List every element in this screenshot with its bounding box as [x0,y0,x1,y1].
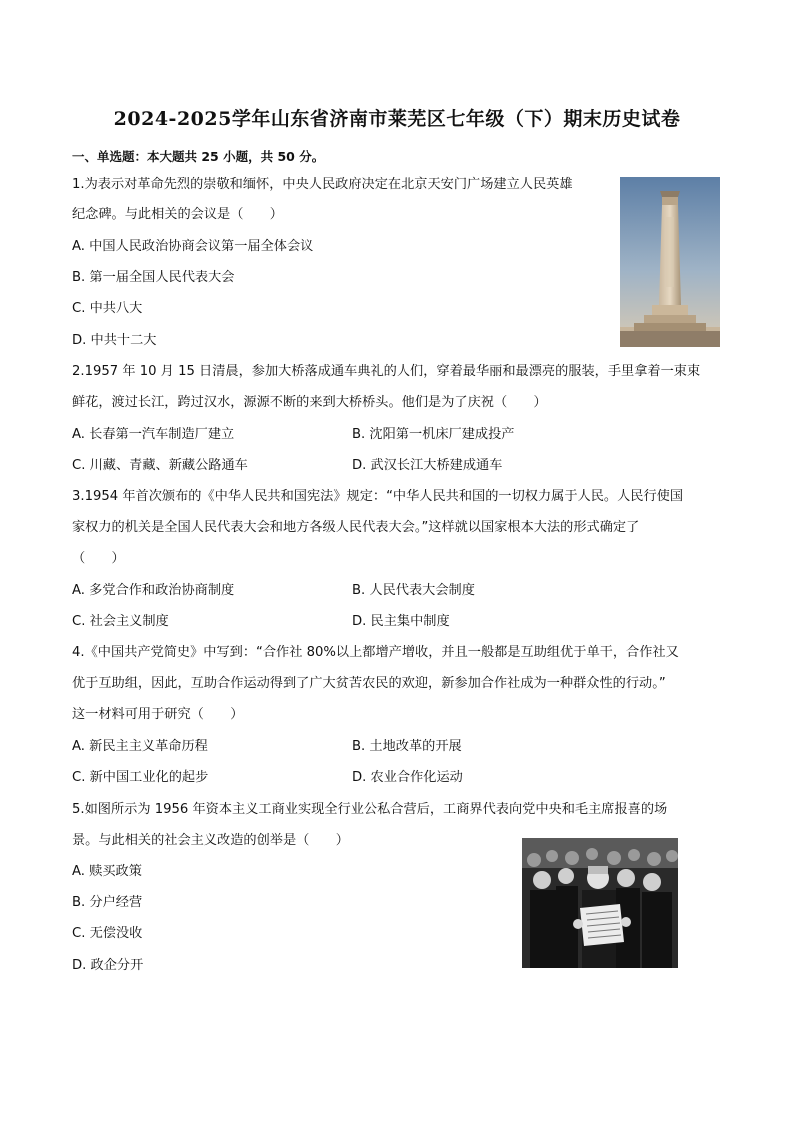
q1-option-c: C. 中共八大 [72,301,143,316]
q5-option-b: B. 分户经营 [72,895,143,910]
q5-option-c: C. 无偿没收 [72,926,143,941]
q3-stem-line1: 3.1954 年首次颁布的《中华人民共和国宪法》规定：“中华人民共和国的一切权力属于人民。人民行使国 [72,489,684,504]
q1-stem-line1: 1.为表示对革命先烈的崇敬和缅怀，中央人民政府决定在北京天安门广场建立人民英雄 [72,177,573,192]
section-heading: 一、单选题：本大题共 25 小题，共 50 分。 [72,149,325,164]
q2-option-d: D. 武汉长江大桥建成通车 [352,458,503,473]
q3-option-a: A. 多党合作和政治协商制度 [72,583,235,598]
q4-option-c: C. 新中国工业化的起步 [72,770,209,785]
q4-stem-line2: 优于互助组，因此，互助合作运动得到了广大贫苦农民的欢迎，新参加合作社成为一种群众性的行动。” [72,676,666,691]
q4-stem-line3: 这一材料可用于研究（ ） [72,707,244,722]
q3-stem-line2: 家权力的机关是全国人民代表大会和地方各级人民代表大会。”这样就以国家根本大法的形式确定了 [72,520,640,535]
q2-option-c: C. 川藏、青藏、新藏公路通车 [72,458,248,473]
q5-option-d: D. 政企分开 [72,958,144,973]
q3-option-b: B. 人民代表大会制度 [352,583,475,598]
q3-option-c: C. 社会主义制度 [72,614,169,629]
q4-option-a: A. 新民主主义革命历程 [72,739,208,754]
page-title: 2024-2025学年山东省济南市莱芜区七年级（下）期末历史试卷 [113,108,681,130]
q4-option-b: B. 土地改革的开展 [352,739,462,754]
q1-option-a: A. 中国人民政治协商会议第一届全体会议 [72,239,314,254]
q1-option-d: D. 中共十二大 [72,333,157,348]
monument-photo [620,177,720,347]
q1-stem-line2: 纪念碑。与此相关的会议是（ ） [72,207,283,222]
q2-option-a: A. 长春第一汽车制造厂建立 [72,427,235,442]
q3-option-d: D. 民主集中制度 [352,614,450,629]
celebration-photo [522,838,678,968]
q3-stem-line3: （ ） [72,551,125,566]
q2-option-b: B. 沈阳第一机床厂建成投产 [352,427,515,442]
q4-stem-line1: 4.《中国共产党简史》中写到：“合作社 80%以上都增产增收，并且一般都是互助组优于单干，合作社又 [72,645,679,660]
q5-stem-line1: 5.如图所示为 1956 年资本主义工商业实现全行业公私合营后，工商界代表向党中央和毛主席报喜的场 [72,802,668,817]
q1-option-b: B. 第一届全国人民代表大会 [72,270,235,285]
q2-stem-line2: 鲜花，渡过长江，跨过汉水，源源不断的来到大桥桥头。他们是为了庆祝（ ） [72,395,547,410]
q5-stem-line2: 景。与此相关的社会主义改造的创举是（ ） [72,833,349,848]
q2-stem-line1: 2.1957 年 10 月 15 日清晨，参加大桥落成通车典礼的人们，穿着最华丽和最漂亮的服装，手里拿着一束束 [72,364,701,379]
q4-option-d: D. 农业合作化运动 [352,770,463,785]
q5-option-a: A. 赎买政策 [72,864,142,879]
